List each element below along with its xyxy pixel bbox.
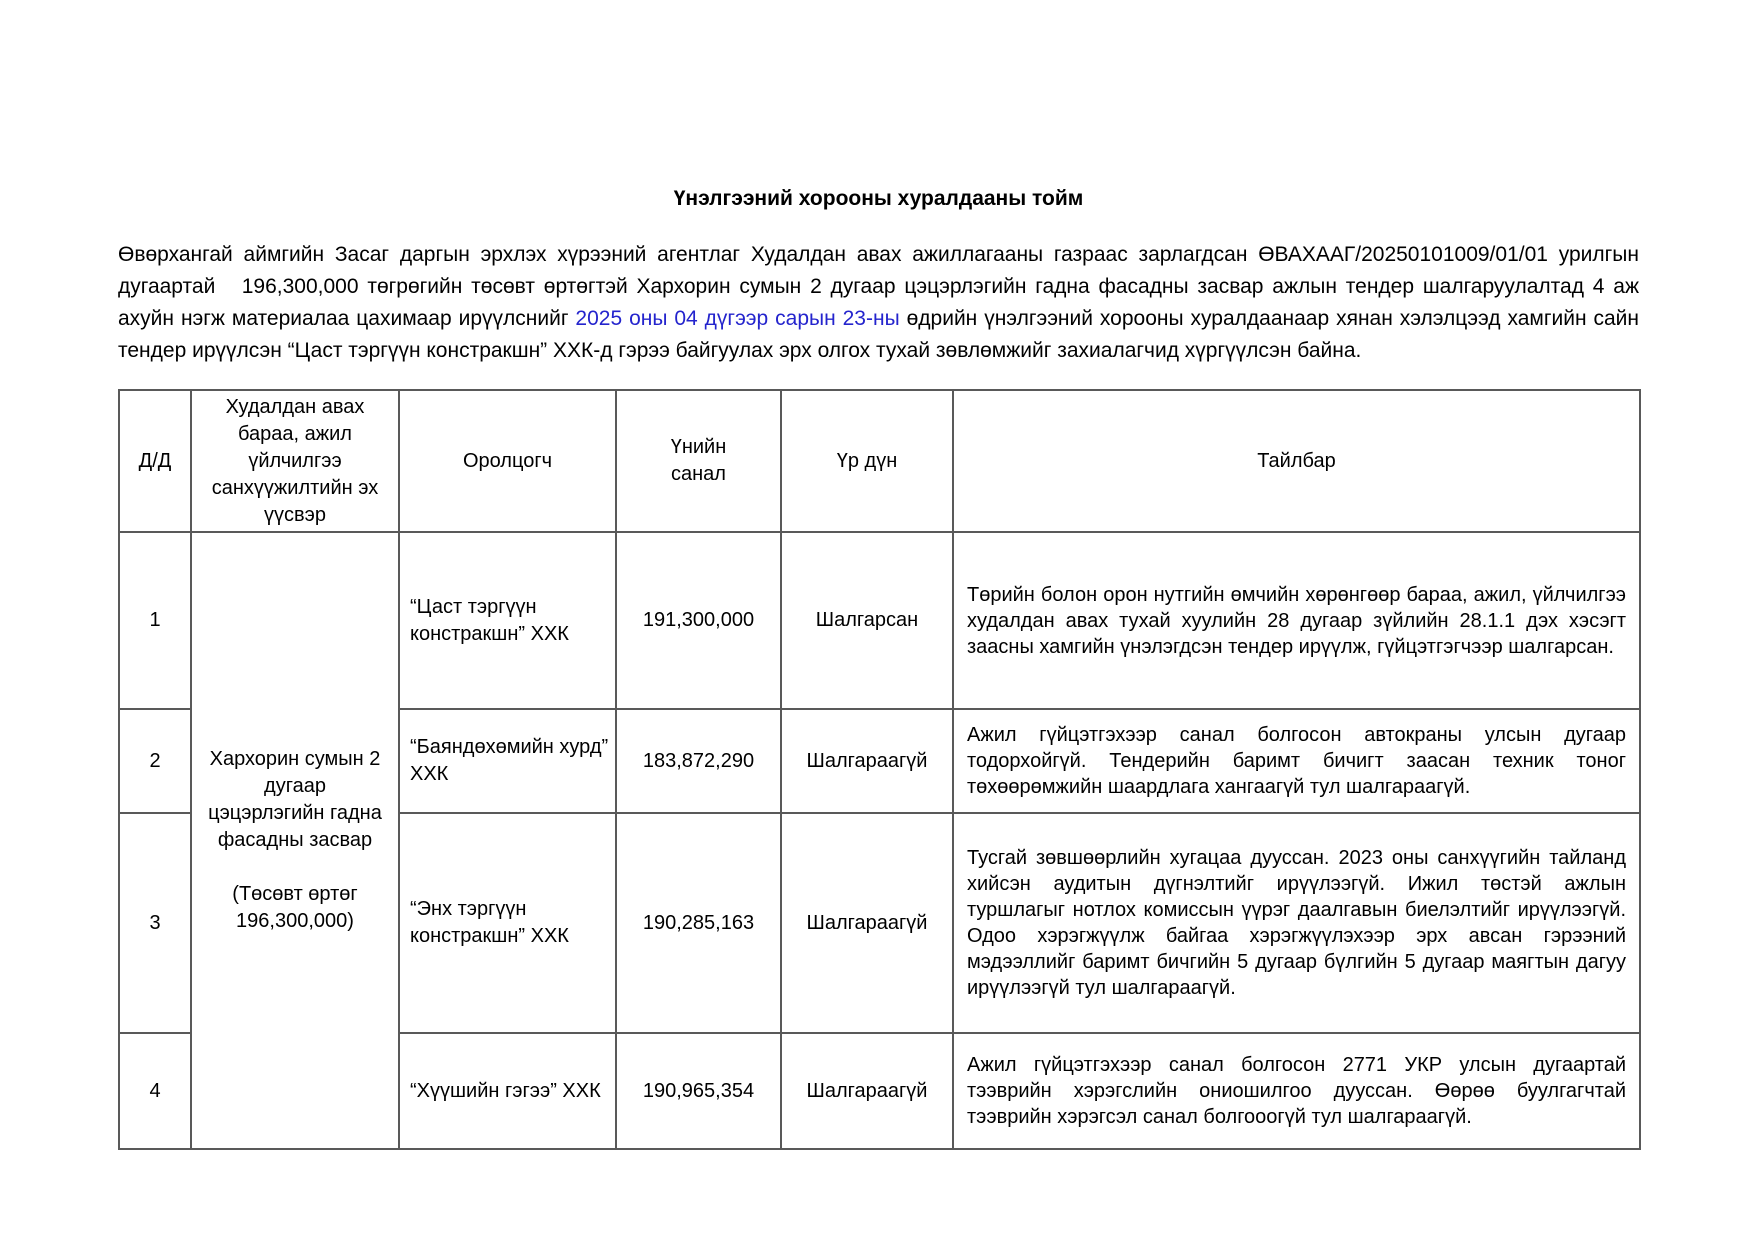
evaluation-results-table [118, 389, 1641, 1150]
explanation-note: Ажил гүйцэтгэхээр санал болгосон 2771 УКР улсын дугаартай тээврийн хэрэгслийн ониошилгоо дууссан. Өөрөө буулгагчтай тээврийн хэрэгсэл санал болгооогүй тул шалгараагүй. [953, 1033, 1640, 1149]
header-number: Д/Д [119, 390, 191, 532]
header-participant: Оролцогч [399, 390, 616, 532]
intro-highlighted-date: 2025 оны 04 дүгээр сарын 23-ны [575, 307, 900, 330]
explanation-note: Төрийн болон орон нутгийн өмчийн хөрөнгөөр бараа, ажил, үйлчилгээ худалдан авах тухай хуулийн 28 дугаар зүйлийн 28.1.1 дэх хэсэгт заасны хамгийн үнэлэгдсэн тендер ирүүлж, гүйцэтгэгчээр шалгарсан. [953, 532, 1640, 709]
price-offer: 190,965,354 [616, 1033, 781, 1149]
project-description [206, 746, 384, 935]
intro-paragraph [118, 239, 1639, 367]
explanation-note: Тусгай зөвшөөрлийн хугацаа дууссан. 2023 оны санхүүгийн тайланд хийсэн аудитын дүгнэлтийг ирүүлээгүй. Ижил төстэй ажлын туршлагыг нотлох комиссын үүрэг даалгавын биелэлтийг ирүүлээгүй. Одоо хэрэгжүүлж байгаа хэрэгжүүлэхээр эрх авсан гэрээний мэдээллийг баримт бичгийн 5 дугаар бүлгийн 5 дугаар маягтын дагуу ирүүлээгүй тул шалгараагүй. [953, 813, 1640, 1033]
result-status: Шалгараагүй [781, 813, 953, 1033]
header-procurement-source: Худалдан авах бараа, ажил үйлчилгээ санхүүжилтийн эх үүсвэр [191, 390, 399, 532]
row-number: 1 [119, 532, 191, 709]
intro-text-before: Өвөрхангай аймгийн Засаг даргын эрхлэх хүрээний агентлаг Худалдан авах ажиллагааны газраас зарлагдсан ӨВАХААГ/20250101009/01/01 урилгын дугаартай 196,300,000 төгрөгийн төсөвт өртөгтэй Хархорин сумын 2 дугаар цэцэрлэгийн гадна фасадны засвар ажлын тендер шалгаруулалтад 4 аж ахуйн нэгж материалаа цахимаар ирүүлснийг [118, 243, 1639, 330]
page-title: Үнэлгээний хорооны хуралдааны тойм [673, 187, 1084, 210]
row-number: 2 [119, 709, 191, 813]
header-explanation: Тайлбар [953, 390, 1640, 532]
bidder-name: “Энх тэргүүн констракшн” ХХК [399, 813, 616, 1033]
price-offer: 183,872,290 [616, 709, 781, 813]
bidder-name: “Баяндөхөмийн хурд” ХХК [399, 709, 616, 813]
result-status: Шалгараагүй [781, 1033, 953, 1149]
table-header-row [119, 390, 1640, 532]
header-price-offer: Үнийн санал [616, 390, 781, 532]
project-merged-cell [191, 532, 399, 1149]
row-number: 4 [119, 1033, 191, 1149]
table-row [119, 532, 1640, 709]
result-status: Шалгараагүй [781, 709, 953, 813]
explanation-note: Ажил гүйцэтгэхээр санал болгосон автокраны улсын дугаар тодорхойгүй. Тендерийн баримт бичигт заасан техник тоног төхөөрөмжийн шаардлага хангаагүй тул шалгараагүй. [953, 709, 1640, 813]
bidder-name: “Цаст тэргүүн констракшн” ХХК [399, 532, 616, 709]
row-number: 3 [119, 813, 191, 1033]
project-budget: (Төсөвт өртөг 196,300,000) [232, 883, 358, 932]
price-offer: 191,300,000 [616, 532, 781, 709]
project-name: Хархорин сумын 2 дугаар цэцэрлэгийн гадна фасадны засвар [208, 748, 382, 851]
result-status: Шалгарсан [781, 532, 953, 709]
intro-text-after: өдрийн үнэлгээний хорооны хуралдаанаар хянан хэлэлцээд хамгийн сайн тендер ирүүлсэн “Цаст тэргүүн констракшн” ХХК-д гэрээ байгуулах эрх олгох тухай зөвлөмжийг захиалагчид хүргүүлсэн байна. [118, 307, 1639, 362]
bidder-name: “Хүүшийн гэгээ” ХХК [399, 1033, 616, 1149]
price-offer: 190,285,163 [616, 813, 781, 1033]
header-result: Үр дүн [781, 390, 953, 532]
